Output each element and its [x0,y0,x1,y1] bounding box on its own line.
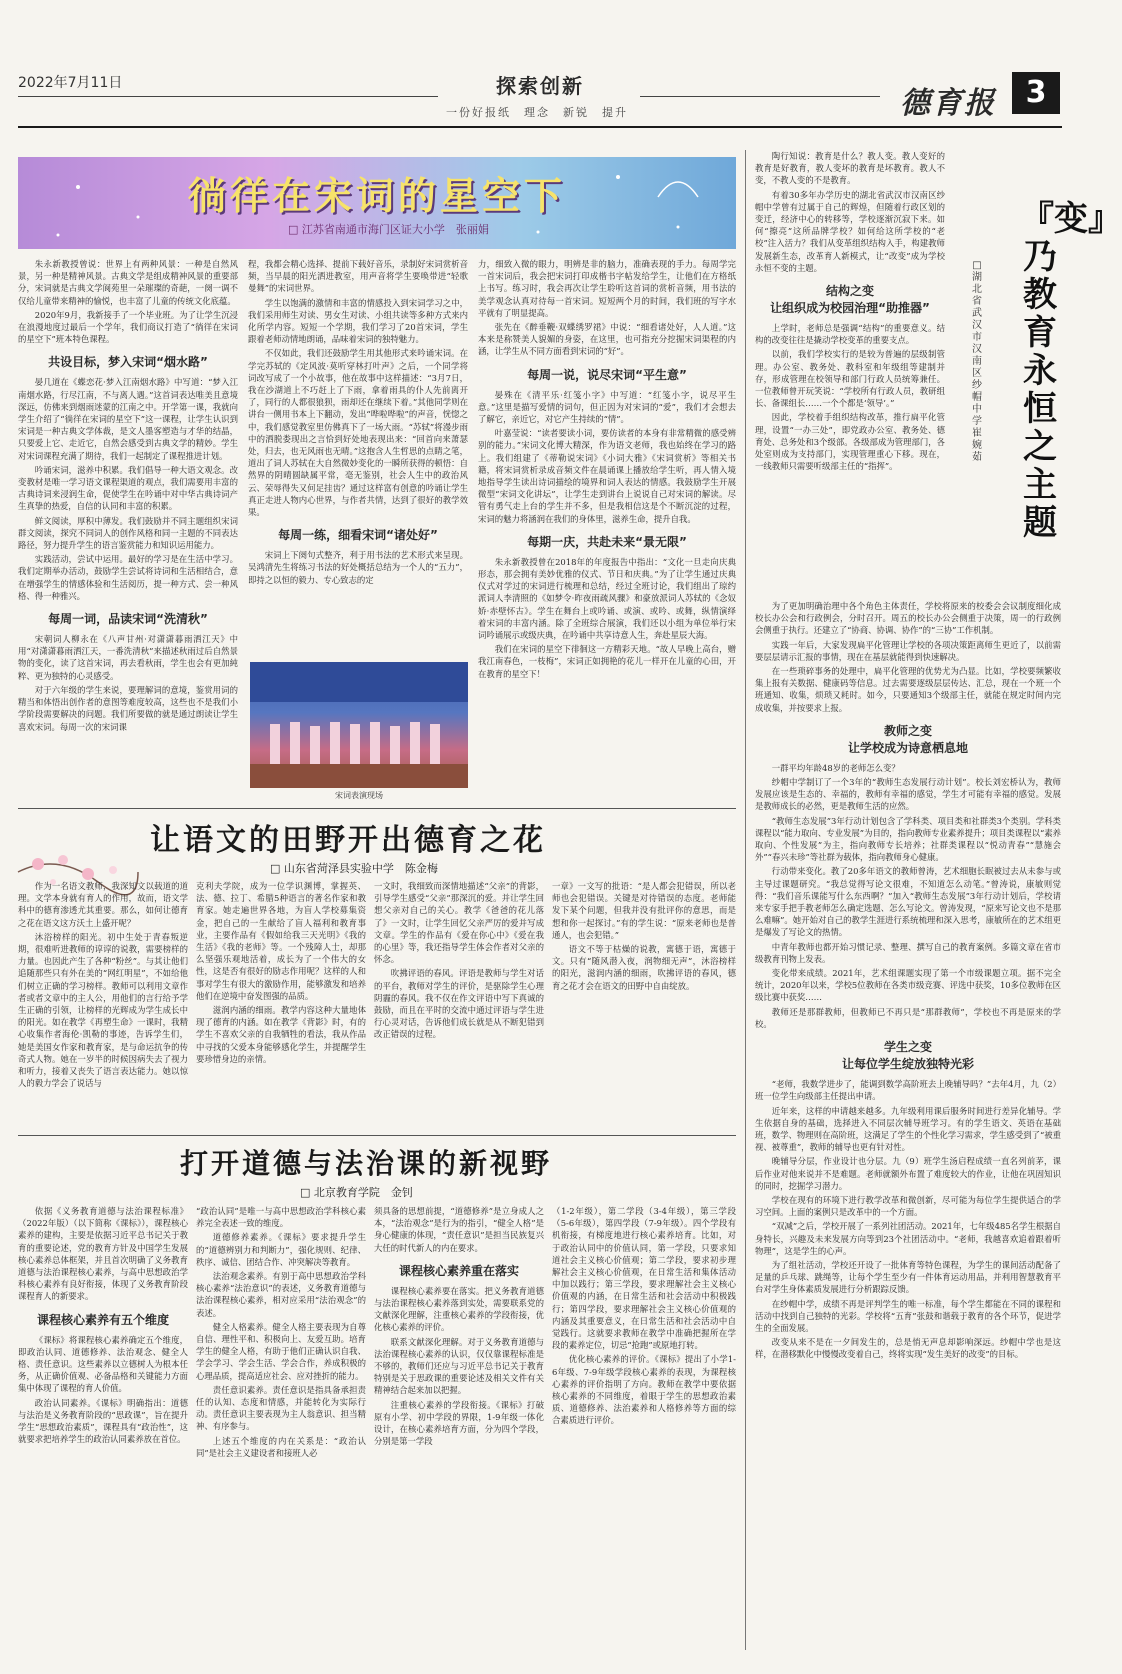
article4-s3-p1: “老师，我数学进步了，能调到数学高阶班去上晚辅导吗？”去年4月，九（2）班一位学生向级部主任提出申请。 [755,1079,1061,1102]
article4-s3-p2: 近年来，这样的申请越来越多。九年级利用课后服务时间进行差异化辅导。学生依据自身的基础，选择进入不同层次辅导班学习。有的学生语文、英语在基础班，数学、物理则在高阶班，这满足了学生的个性化学习需求，学生感受到了“被重视、被尊重”，教师的辅导也更有针对性。 [755,1105,1061,1153]
article2-byline: □ 山东省菏泽县实验中学 陈金梅 [270,862,438,875]
article1-col1 [18,258,238,735]
article1-c2-p1: 程，我都会精心选择、提前下载好音乐，录制好宋词赏析音频，当早晨的阳光洒进教室，用声音将学生要唤带进“轻歌曼舞”的宋词世界。 [248,259,468,294]
article1-s3-title: 每周一练，细看宋词“诸处好” [278,528,438,543]
article1-s4-title: 每周一说，说尽宋词“平生意” [527,367,687,382]
section-name: 探索创新 [496,74,584,98]
article4-s3-p3: 晚辅导分层，作业设计也分层。九（9）班学生汤启程成绩一直名列前茅，课后作业对他来说并不是难题。老师就额外布置了难度较大的作业，让他在巩固知识的同时，挖掘学习潜力。 [755,1156,1061,1191]
article3-s1-p2: 政治认同素养。《课标》明确指出：道德与法治是义务教育阶段的“思政课”，旨在提升学生“思想政治素质”，课程具有“政治性”，这就要求把培养学生的政治认同素养放在首位。 [18,1397,188,1445]
article2-p8: 语文不等于枯燥的说教，寓德于语，寓德于文。只有“随风潜入夜，润物细无声”，沐浴榜样的阳光，滋润内涵的细雨，吹拂评语的春风，德育之花才会在语文的田野中自由绽放。 [552,944,736,991]
article1-s1-p1: 晏几道在《蝶恋花·梦入江南烟水路》中写道：“梦入江南烟水路，行尽江南，不与离人遇。”这首词表达唯美且意境深远，仿佛来到烟雨迷蒙的江南之中。开学第一课，我就向学生介绍了“徜徉在宋词的星空下”这一课程，让学生认识到宋词是一种古典文学体裁，是文人墨客塑造与才华的结晶，只要爱上它、走近它，自然会感受到古典文学的精妙。学生对宋词课程充满了期待，我们一起制定了课程推进计划。 [18,377,238,461]
article3-p1: 依据《义务教育道德与法治课程标准》（2022年版）（以下简称《课标》），课程核心素养的建构，主要是依据习近平总书记关于教育的重要论述，党的教育方针及中国学生发展核心素养总体框架，并且首次明确了义务教育道德与法治课程核心素养，与高中思想政治学科核心素养有良好衔接，体现了义务教育阶段课程育人的新要求。 [18,1206,188,1302]
article3-col3 [374,1205,544,1449]
article1-s5-p1: 朱永新教授曾在2018年的年度报告中指出：“文化一旦走向庆典形态，那会拥有美妙优雅的仪式、节日和庆典。”为了让学生通过庆典仪式对学过的宋词进行梳理和总结，经过全班讨论，我们组出了琼约派词人李清照的《如梦令·昨夜雨疏风骤》和豪放派词人苏轼的《念奴娇·赤壁怀古》。学生在舞台上或吟诵、或演、或吟、或舞，纵情演绎着宋词的丰富内涵。除了全班综合展演，我们还以小组为单位举行宋词吟诵展示或级庆典，在吟诵中共享诗意人生，奔赴星辰大海。 [478,556,736,641]
article4-p1: 陶行知说：教育是什么？教人变。教人变好的教育是好教育，教人变坏的教育是坏教育。教人不变，不教人变的不是教育。 [755,151,945,186]
article3-s1-title: 课程核心素养有五个维度 [36,1312,169,1327]
article1-p2: 2020年9月，我新接手了一个毕业班。为了让学生沉浸在浪漫地度过最后一个学年，我们商议打造了“徜徉在宋词的星空下”班本特色课程。 [18,309,238,345]
article2-p4: 滋润内涵的细雨。教学内容这种大量地体现了德育的内涵。如在教学《背影》时，有的学生不喜欢父亲的自我牺牲的看法，我从作品中寻找的父爱本身能够感化学生，并提醒学生要珍惜身边的亲情。 [196,1005,366,1064]
article3-col1 [18,1205,188,1447]
article3-c3-p3: 联系文献深化理解。对于义务教育道德与法治课程核心素养的认识，仅仅靠课程标准是不够的，教师们还应与习近平总书记关于教育特别是关于思政课的重要论述及相关文件有关精神结合起来加以把握。 [374,1336,544,1396]
article4-byline: □ 湖北省武汉市汉南区纱帽中学 崔婉茹 [972,260,992,463]
article4-s2-p7: 教师还是那群教师，但教师已不再只是“那群教师”，学校也不再是原来的学校。 [755,1006,1061,1029]
article1-s1-title: 共设目标，梦入宋词“烟水路” [48,355,208,370]
article3-c3-p2: 课程核心素养要在落实。把义务教育道德与法治课程核心素养落到实处，需要联系党的文献深化理解，注重核心素养的学段衔接，优化核心素养的评价。 [374,1285,544,1333]
article4-col-bottom [755,600,1061,1363]
article4-s1-p4: 为了更加明确治理中各个角色主体责任，学校将原来的校委会会议制度细化成校长办公会和行政例会，分时召开。周五的校长办公会侧重于决策，周一的行政例会侧重于执行。还建立了“协商、协调、协作”的“三协”工作机制。 [755,601,1061,636]
page-number: 3 [1012,72,1060,114]
article4-s2-p2: 纱帽中学制订了一个3年的“教师生态发展行动计划”。校长刘宏桥认为，教师发展应该是生态的、幸福的，教师有幸福的感觉，学生才可能有幸福的感觉。发展是教师成长的必然，更是教师生活的应然。 [755,777,1061,812]
article3-c2-p5: 责任意识素养。责任意识是指具备承担责任的认知、态度和情感，并能转化为实际行动。责任意识主要表现为主人翁意识、担当精神、有序参与。 [196,1384,366,1432]
article4-s2-p6: 变化带来成绩。2021年，艺术组课题实现了第一个市级课题立项。据不完全统计，2020年以来，学校5位教师在各类市级竞赛、评选中获奖，10多位教师在区级比赛中获奖…… [755,968,1061,1003]
article4-s2-p3: “教师生态发展”3年行动计划包含了学科类、项目类和社群类3个类别。学科类课程以“能力取向、专业发展”为目的，指向教师专业素养提升；项目类课程以“素养取向、个性发展”为主，指向教师专长培养；社群类课程以“悦动青春”“慧施会外”“春兴未珍”等社群为载体，指向教师身心健康。 [755,815,1061,863]
article1-s5-title: 每期一庆，共赴未来“景无限” [527,534,687,549]
article4-s3-p4: 学校在现有的环境下进行教学改革和微创新，尽可能为每位学生提供适合的学习空间。上面的案例只是改革中的一个方面。 [755,1194,1061,1218]
header-slogan: 一份好报纸 理念 新锐 提升 [446,106,628,119]
article3-col2 [196,1205,366,1461]
header-rule-right [640,96,880,97]
article1-s3-p1: 宋词上下阕句式整齐，利于用书法的艺术形式来呈现。吴鸿清先生将练习书法的好处概括总结为一个人的“五力”，即持之以恒的毅力、专心致志的定 [248,550,468,585]
article1-s5-p2: 我们在宋词的星空下徘徊这一方精彩天地。“故人早晚上高台，赠我江南春色，一枝梅”，宋词正如拥艳的花儿一样开在儿童的心田，开在教育的星空下！ [478,644,736,679]
article3-c2-p6: 上述五个维度的内在关系是：“政治认同”是社会主义建设者和接班人必 [196,1435,366,1458]
photo-caption: 宋词表演现场 [335,791,383,800]
article2-col4 [552,880,736,994]
article1-s4-p2: 叶嘉莹说：“读者要读小词，要仿读者的本身有非常精微的感受辨别的能力。”宋词文化博大精深，作为语文老师，我也始终在学习的路上。我们组建了《蒂勒说宋词》《小词大雅》《宋词赏析》等相关书籍，将宋词赏析录成音频文件在晨诵课上播放给学生听，再人情入境地指导学生读出诗词描绘的境界和词人表达的情感。我鼓励学生开展微型“宋词文化讲坛”，让学生走到讲台上说说自己对宋词的解读。尽管有勇气走上台的学生并不多，但是我相信这是个不断沉淀的过程，宋词的魅力将涵润在我们的身体里，滋养生命，提升自我。 [478,428,736,524]
article3-col4 [552,1205,736,1429]
header-bottom-rule [18,126,1062,128]
article2-p3: 克利夫学院，成为一位学识渊博，掌握英、法、德、拉丁、希腊5种语言的著名作家和教育家。她走遍世界各地，为盲人学校募集资金，把自己的一生献给了盲人福利和教育事业，主要作品有《假如给我三天光明》《我的生活》《我的老师》等。一个残障人士，却那么坚强乐观地活着，成长为了一个伟大的女性，这是否有很好的励志作用呢？这样的人和事对学生有很大的激励作用，能够激发和培养他们在逆境中奋发图强的品质。 [196,881,366,1001]
article4-s1-p2: 以前，我们学校实行的是较为普遍的层级制管理。办公室、教务处、教科室和年级组等建制并存，形成管理在校领导和部门行政人员统筹兼任。一位教师曾开玩笑说：“学校所有行政人员，教研组长、备课组长……一个个都是‘领导’。” [755,349,945,409]
article4-s1-p5: 实践一年后，大家发现扁平化管理让学校的各项决策距离师生更近了，以前需要层层请示汇报的事情，现在在基层就能得到快速解决。 [755,639,1061,662]
article3-c4-p1: （1-2年级），第二学段（3-4年级），第三学段（5-6年级），第四学段（7-9年级）。四个学段有机衔接，有梯度地进行核心素养培育。比如，对于政治认同中的价值认同，第一学段，只要求知道社会主义核心价值观；第二学段，要求初步理解社会主义核心价值观，在日常生活和集体活动中加以践行；第三学段，要求理解社会主义核心价值观的内涵，在日常生活和社会活动中积极践行；第四学段，要求理解社会主义核心价值观的内涵及其重要意义，在日常生活和社会活动中自觉践行。这就要求教师在教学中准确把握所在学段的素养定位，切忌“抢跑”或原地打转。 [552,1206,736,1351]
article1-s1-p2: 吟诵宋词，滋养中积累。我们倡导一种大语文观念。改变教材是唯一学习语文课程渠道的观点，我们需要用丰富的古典诗词来浸润生命，促使学生在吟诵中对中华古典诗词产生真挚的热爱，自信的认同和丰富的积累。 [18,464,238,512]
issue-date: 2022年7月11日 [18,75,123,91]
article1-s1-p4: 实践活动，尝试中运用。最好的学习是在生活中学习。我们定期举办活动，鼓励学生尝试将诗词和生活相结合，意在增强学生的情感体验和生活阅历，提一种方式、尝一种风格、得一种雅兴。 [18,554,238,601]
article4-s2-title: 教师之变 让学校成为诗意栖息地 [847,723,968,755]
column-divider [745,150,746,1650]
article4-s1-p1: 上学时，老师总是强调“结构”的重要意义。结构的改变往往是撬动学校变革的重要支点。 [755,323,945,346]
article1-col3 [478,258,736,682]
article3-c2-p2: 道德修养素养。《课标》要求提升学生的“道德辨别力和判断力”，强化规则、纪律、秩序、诚信、团结合作、冲突解决等教育。 [196,1232,366,1267]
header-rule-left [18,96,438,97]
article3-c3-p1: 须具备的思想前提，“道德修养”是立身成人之本，“法治观念”是行为的指引，“健全人格”是身心健康的体现，“责任意识”是担当民族复兴大任的时代新人的内在要求。 [374,1206,544,1253]
article4-s3-p5: “双减”之后，学校开展了一系列社团活动。2021年，七年级485名学生根据自身特长，兴趣及未来发展方向等到23个社团活动中。“老师，我越喜欢追着跟着听物理”，这是学生的心声。 [755,1221,1061,1256]
article2-p6: 吹拂评语的春风。评语是教师与学生对话的平台，教师对学生的评价，是驱除学生心理阴霾的春风。我不仅在作文评语中写下真诚的鼓励，而且在平时的交流中通过评语与学生进行心灵对话，告诉他们成长就是从不断犯错到改正错误的过程。 [374,968,544,1040]
article2-col3 [374,880,544,1043]
article1-s2-p1: 宋朝词人柳永在《八声甘州·对潇潇暮雨洒江天》中用“对潇潇暮雨洒江天，一番洗清秋”来描述秋雨过后自然景物的变化，读了这首宋词，再去看秋雨，学生也会有更加純粹、更为独特的心灵感受。 [18,634,238,681]
article1-s2-p2: 对于六年级的学生来说，要理解词的意境，鉴赏用词的精当和体悟出创作者的意图等难度较高，这些也不是我们小学阶段需要解决的问题。我们所要做的就是通过朗读让学生喜欢宋词。每周一次的宋词课 [18,684,238,732]
article1-byline: □ 江苏省南通市海门区证大小学 张丽娟 [288,223,489,236]
article3-c3-p4: 注重核心素养的学段衔接。《课标》打破原有小学、初中学段的界限，1-9年级一体化设计，在核心素养培育方面，分为四个学段，分别是第一学段 [374,1399,544,1447]
article4-s1-p6: 在一些琐碎事务的处理中，扁平化管理的优势尤为凸显。比如，学校要频繁收集上报有关数据、健康码等信息。过去需要逐级层层传达、汇总，现在一个班一个班通知、收集，烦琐又耗时。如今，只要通知3个级部主任，就能在规定时间内完成收集，并按要求上报。 [755,666,1061,713]
article1-s4-p1: 晏殊在《清平乐·红笺小字》中写道：“红笺小字，说尽平生意。”这里是描写爱情的词句，但正因为对宋词的“爱”，我们才会想去了解它，亲近它，对它产生持续的“情”。 [478,389,736,425]
article3-c2-p3: 法治观念素养。有别于高中思想政治学科核心素养“法治意识”的表述，义务教育道德与法治课程核心素养，相对应采用“法治观念”的表述。 [196,1271,366,1318]
article4-s3-p8: 改变从来不是在一夕间发生的，总是悄无声息却影响深远。纱帽中学也是这样，在潜移默化中慢慢改变着自己，终将实现“发生美好的改变”的目标。 [755,1337,1061,1360]
article4-s3-p6: 为了组社活动，学校还开设了一批体育等特色课程，为学生的课间活动配备了足量的乒乓球、跳绳等，让每个学生至少有一件体育运动用品，并利用智慧教育平台对学生身体素质发展进行分析跟踪反馈。 [755,1259,1061,1295]
article4-s2-p4: 行动带来变化。教了20多年语文的教师曾涛，艺术细胞长眠被过去从未参与或主导过课题研究。“我总觉得写论文很难，不知道怎么动笔。”曾涛说，康敏则觉得：“我们音乐课能写什么东西啊？”加入“教师生态发展”3年行动计划后，学校请来专家手把手教老师怎么确定选题、怎么写论文。曾涛发现，“原来写论文也不是那么难嘛”。她开始对自己的教学生涯进行系统梳理和深入思考，康敏所在的艺术组更是爆发了写论文的热情。 [755,866,1061,938]
article1-s2-title: 每周一词，品读宋词“洗清秋” [48,612,208,627]
article4-s2-p1: 一群平均年龄48岁的老师怎么变？ [771,762,900,773]
article1-c2-p3: 不仅如此，我们还鼓励学生用其他形式来吟诵宋词。在学完苏轼的《定风波·莫听穿林打叶声》之后，一个同学将词改写成了一个小故事，他在故事中这样描述：“3月7日，我在沙湖道上不巧赶上了下雨，拿着雨具的仆人先前离开了，同行的人都很狼狈，雨却还在继续下着。”其他同学则在讲台一侧用书本上下翻动，发出“哗啦哗啦”的声音，恍惚之中，我们感觉教室里仿佛真下了一场大雨。“苏轼”将漫步雨中的洒脱娄现出之言恰到好处地表现出来：“回首向来萧瑟处，归去，也无风雨也无晴。”这抱含人生哲思的点睛之笔，道出了词人苏轼在大自然微妙变化的一瞬所获得的顿悟：自然界的阴晴圆缺属平常，毫无鉴别，社会人生中的政治风云、荣辱得失又何足挂齿？通过这样富有创意的吟诵让学生真正走进人物内心世界，与作者共情，达到了很好的教学效果。 [248,348,468,518]
article4-s3-title: 学生之变 让每位学生绽放独特光彩 [841,1040,974,1072]
article4-s1-title: 结构之变 让组织成为校园治理“助推器” [770,284,930,316]
article1-col2 [248,258,468,588]
article3-s2-title: 课程核心素养重在落实 [398,1263,519,1278]
article4-title: 『变』乃教育永恒之主题 [1020,199,1122,543]
article2-title: 让语文的田野开出德育之花 [150,823,546,858]
article3-c4-p2: 优化核心素养的评价。《课标》提出了小学1-6年级、7-9年级学段核心素养的表现，为课程核心素养的评价指明了方向。教师在教学中要依据核心素养的不同维度，着眼于学生的思想政治素质、道德修养、法治素养和人格修养等方面的综合素质进行评价。 [552,1354,736,1426]
performers-graphic [250,662,468,788]
article4-s1-p3: 因此，学校着手组织结构改革，推行扁平化管理，设置“一办三处”，即党政办公室、教务处、德育处、总务处和3个级部。各级部成为管理部门，各处室则成为支持部门，实现管理重心下移。现在，一线教师只需要听级部主任的“指挥”。 [755,412,945,472]
article1-c2-p2: 学生以饱满的激情和丰富的情感投入到宋词学习之中，我们采用师生对读、男女生对读、小组共读等多种方式来内化所学内容。短短一个学期，我们学习了20首宋词，学生跟着老师动情地朗诵，品味着宋词的独特魅力。 [248,297,468,345]
article4-s3-p7: 在纱帽中学，成绩不再是评判学生的唯一标准，每个学生都能在不同的课程和活动中找到自己独特的光彩。学校将“五育”张鼓和谐载于教育的各个环节，促进学生的全面发展。 [755,1298,1061,1333]
newspaper-logo: 德育报 [900,86,996,121]
article2-col2 [196,880,366,1067]
article3-c2-p4: 健全人格素养。健全人格主要表现为自尊自信、理性平和、积极向上、友爱互助。培育学生的健全人格，有助于他们正确认识自我、学会学习、学会生活、学会合作，养成积极的心理品质，提高适应社会、应对挫折的能力。 [196,1321,366,1381]
article2-p1: 作为一名语文教师，我深知文以载道的道理。文学本身就有育人的作用，故而，语文学科中的德育渗透尤其重要。那么，如何让德育之花在语文这方沃土上盛开呢？ [18,881,188,928]
performance-photo [250,662,468,788]
article2-p2: 沐浴榜样的阳光。初中生处于青春叛逆期，很难听进教师的谆谆的说教，需要榜样的力量。也因此产生了各种“粉丝”。与其让他们追随那些只有外在美的“网红明星”，不如给他们树立正确的学习榜样。教师可以利用文章作者或者文章中的主人公，用他们的言行给予学生正确的引领，让榜样的光辉成为学生成长中的阳光。如在教学《再塑生命》一课时，我精心收集作者海伦·凯勒的事迹，告诉学生们，她是美国女作家和教育家，是与命运抗争的传奇式人物。她在一岁半的时候因病失去了视力和听力，接着又丧失了语言表达能力。她以惊人的毅力学会了说话与 [18,931,188,1089]
article1-banner [18,157,736,249]
article1-intro: 朱永新教授曾说：世界上有两种风景：一种是自然风景，另一种是精神风景。古典文学是组成精神风景的重要部分，宋词就是古典文学阆苑里一朵璀璨的奇葩，一阕一调不仅给儿童带来精神的愉悦，也丰富了儿童的传统文化底蕴。 [18,259,238,306]
article2-p5: 一文时，我细致而深情地描述“父亲”的背影，引导学生感受“父亲”那深沉的爱。并让学生回想父亲对自己的关心。教学《爸爸的花儿落了》一文时，让学生回忆父亲严厉的爱并写成文章。学生的作品有《爱在你心中》《爱在我的心里》等，我还指导学生体会作者对父亲的怀念。 [374,881,544,965]
article1-c3-p1: 力，细致入微的眼力，明辨是非的脑力，准确表现的手力。每周学完一首宋词后，我会把宋词打印成楷书字帖发给学生，让他们在方格纸上书写。练习时，我会再次让学生聆听这首词的赏析音频，用书法的美学观念认真对待每一首宋词。短短两个月的时间，我们班的写字水平就有了明显提高。 [478,259,736,318]
article1-c3-p2: 张先在《醉垂鞭·双蝶绣罗裙》中说：“细看诸处好，人人道。”这本来是称赞美人貌媚的身姿，在这里，也可指充分挖掘宋词渠程的内涵，让学生从不同方面看到宋词的“好”。 [478,322,736,357]
article2-top-rule [18,808,736,809]
article2-p7: 一章》一文写的批语：“是人都会犯错误，所以老师也会犯错误。关键是对待错误的态度。老师能发下某个问题，但我并没有批评你的意思，而是想和你一起探讨。”有的学生说：“原来老师也是普通人，也会犯错。” [552,881,736,940]
article4-p2: 有着30多年办学历史的湖北省武汉市汉南区纱帽中学曾有过属于自己的辉煌，但随着行政区划的变迁，经济中心的转移等，学校逐渐沉寂下来。如何“擦亮”这所品牌学校？如何给这所学校的“老校”注入活力？我们从变革组织结构入手，构建教师发展新生态，改革育人新模式，让“改变”成为学校永恒不变的主题。 [755,189,945,273]
article3-byline: □ 北京教育学院 金钊 [300,1186,413,1199]
article3-s1-p1: 《课标》将课程核心素养确定五个维度，即政治认同、道德修养、法治观念、健全人格、责任意识。这些素养以立德树人为根本任务，从正确价值观、必备品格和关键能力方面集中体现了课程的育人价值。 [18,1334,188,1394]
article3-c2-p1: “政治认同”是唯一与高中思想政治学科核心素养完全表述一致的维度。 [196,1206,366,1229]
article2-col1 [18,880,188,1091]
article4-s2-p5: 中青年教师也都开始习惯记录、整理、撰写自己的教育案例。多篇文章在省市级教育刊物上发表。 [755,941,1061,964]
article3-title: 打开道德与法治课的新视野 [180,1147,553,1180]
article3-top-rule [18,1135,736,1136]
article4-col-top [755,150,945,474]
article1-s1-p3: 鲜文阅读，厚积中薄发。我们鼓励并不同主题组织宋词群文阅读，探究不同词人的创作风格和同一主题的不同表达路径，努力提升学生的语言鉴赏能力和知识运用能力。 [18,515,238,551]
article1-title: 徜徉在宋词的星空下 [188,174,567,218]
